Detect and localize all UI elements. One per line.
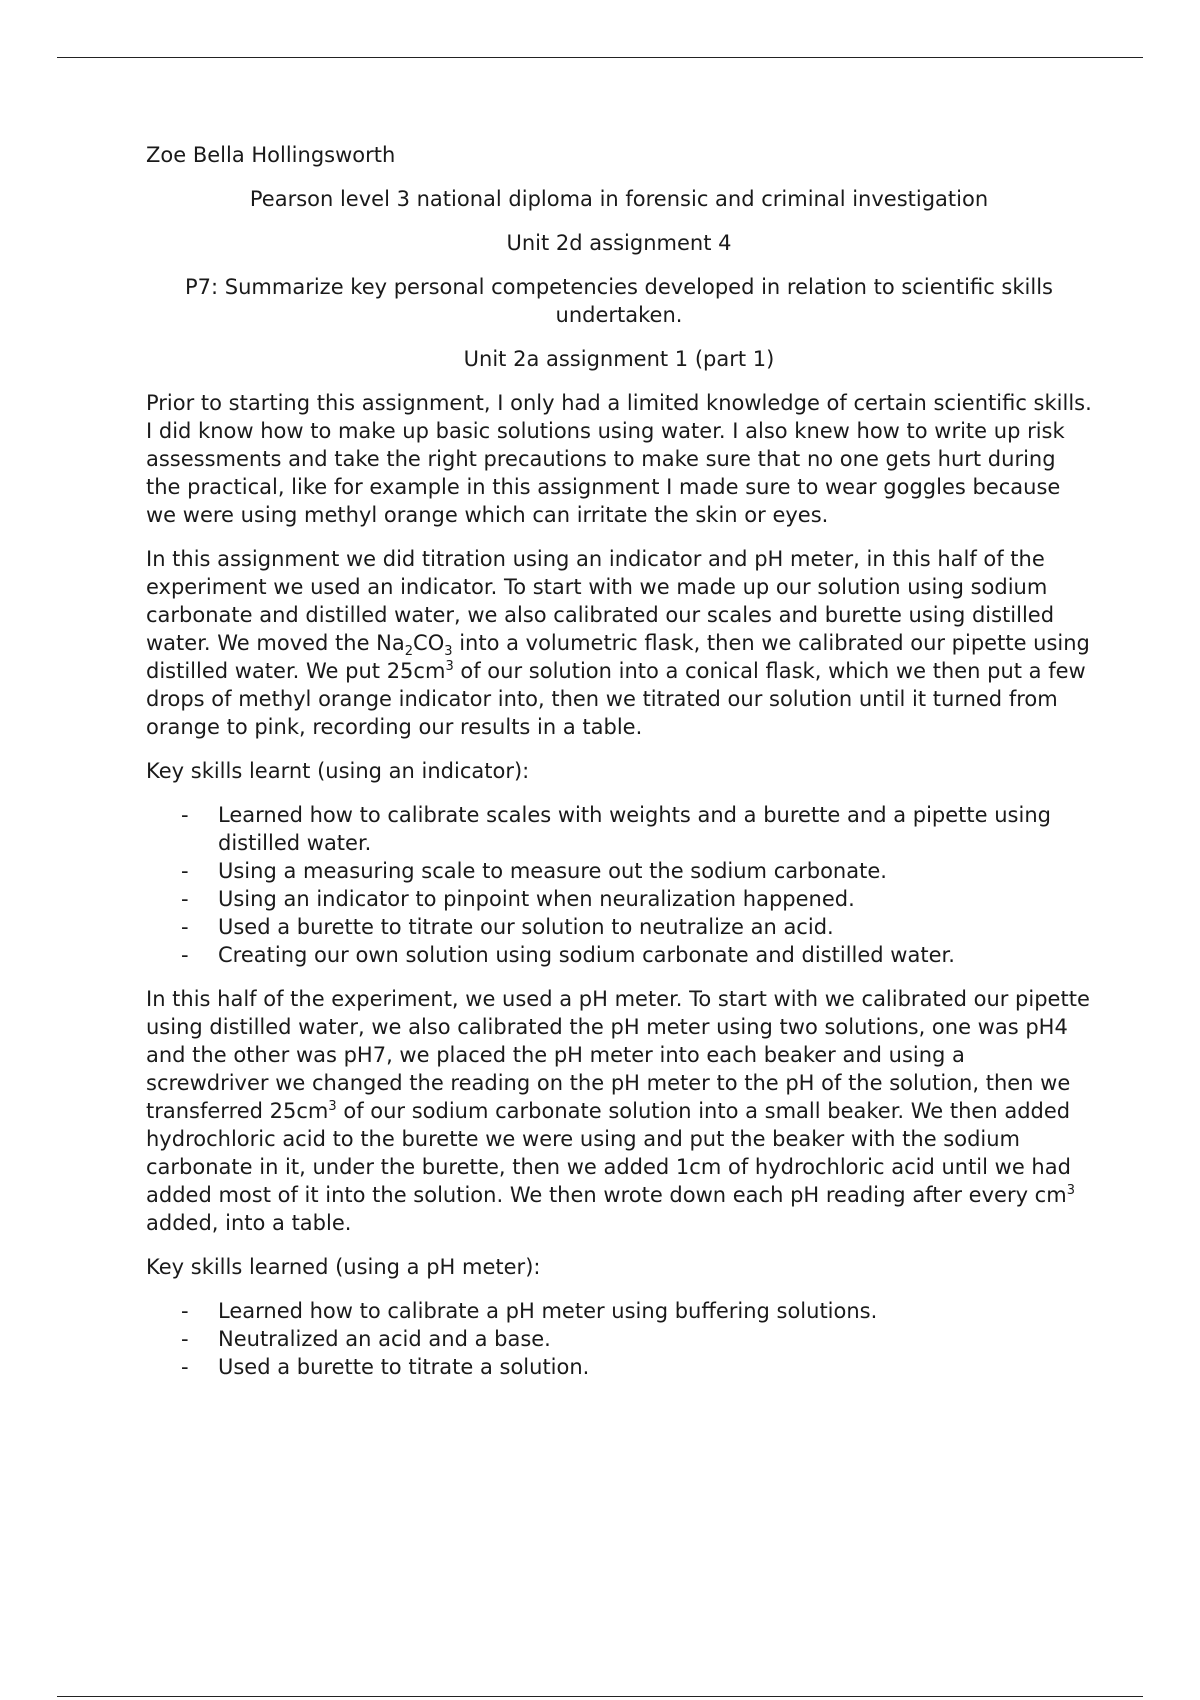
unit-assignment-title: Unit 2d assignment 4: [506, 231, 732, 255]
list-item: - Used a burette to titrate our solution to neutralize an acid.: [181, 915, 834, 939]
intro-paragraph: Prior to starting this assignment, I only had a limited knowledge of certain scientific skills. I did know how to make up basic solutions using water. I also knew how to write up risk assessments and take the right precautions to make sure that no one gets hurt during the practical, like for example in this assignment I made sure to wear goggles because we were using methyl orange which can irritate the skin or eyes.: [146, 391, 1092, 527]
footer-rule: [57, 1696, 1143, 1697]
indicator-paragraph: In this assignment we did titration using an indicator and pH meter, in this half of the experiment we used an indicator. To start with we made up our solution using sodium carbonate and distilled water, we also calibrated our scales and burette using distilled water. We moved the $Na_2CO_3$ into a volumetric flask, then we calibrated our pipette using distilled water. We put $25cm^3$ of our solution into a conical flask, which we then put a few drops of methyl orange indicator into, then we titrated our solution until it turned from orange to pink, recording our results in a table.: [146, 547, 1090, 739]
author-name: Zoe Bella Hollingsworth: [146, 143, 396, 167]
bullet-dash: -: [181, 887, 189, 911]
bullet-dash: -: [181, 1355, 189, 1379]
ph-meter-paragraph: In this half of the experiment, we used a pH meter. To start with we calibrated our pipette using distilled water, we also calibrated the pH meter using two solutions, one was pH4 and the other was pH7, we placed the pH meter into each beaker and using a screwdriver we changed the reading on the pH meter to the pH of the solution, then we transferred $25cm^3$ of our sodium carbonate solution into a small beaker. We then added hydrochloric acid to the burette we were using and put the beaker with the sodium carbonate in it, under the burette, then we added 1cm of hydrochloric acid until we had added most of it into the solution. We then wrote down each pH reading after every $cm^3$ added, into a table.: [146, 987, 1090, 1235]
document-body: [146, 141, 1092, 1397]
bullet-dash: -: [181, 859, 189, 883]
list-item: - Used a burette to titrate a solution.: [181, 1355, 590, 1379]
header-rule: [57, 57, 1143, 58]
ph-skills-list: [146, 1297, 1092, 1381]
list-item: - Learned how to calibrate scales with weights and a burette and a pipette using distilled water.: [181, 803, 1051, 855]
list-item: - Learned how to calibrate a pH meter using buffering solutions.: [181, 1299, 878, 1323]
indicator-skills-list: [146, 801, 1092, 969]
section-heading: Unit 2a assignment 1 (part 1): [463, 347, 775, 371]
list-item: - Using a measuring scale to measure out the sodium carbonate.: [181, 859, 887, 883]
bullet-dash: -: [181, 943, 189, 967]
indicator-skills-heading: Key skills learnt (using an indicator):: [146, 759, 530, 783]
ph-skills-heading: Key skills learned (using a pH meter):: [146, 1255, 541, 1279]
course-title: Pearson level 3 national diploma in forensic and criminal investigation: [249, 187, 989, 211]
list-item: - Using an indicator to pinpoint when neuralization happened.: [181, 887, 855, 911]
bullet-dash: -: [181, 1299, 189, 1323]
list-item: - Creating our own solution using sodium carbonate and distilled water.: [181, 943, 955, 967]
list-item: - Neutralized an acid and a base.: [181, 1327, 551, 1351]
bullet-dash: -: [181, 1327, 189, 1351]
bullet-dash: -: [181, 915, 189, 939]
bullet-dash: -: [181, 803, 189, 827]
criterion-heading: P7: Summarize key personal competencies developed in relation to scientific skills undertaken.: [185, 275, 1053, 327]
